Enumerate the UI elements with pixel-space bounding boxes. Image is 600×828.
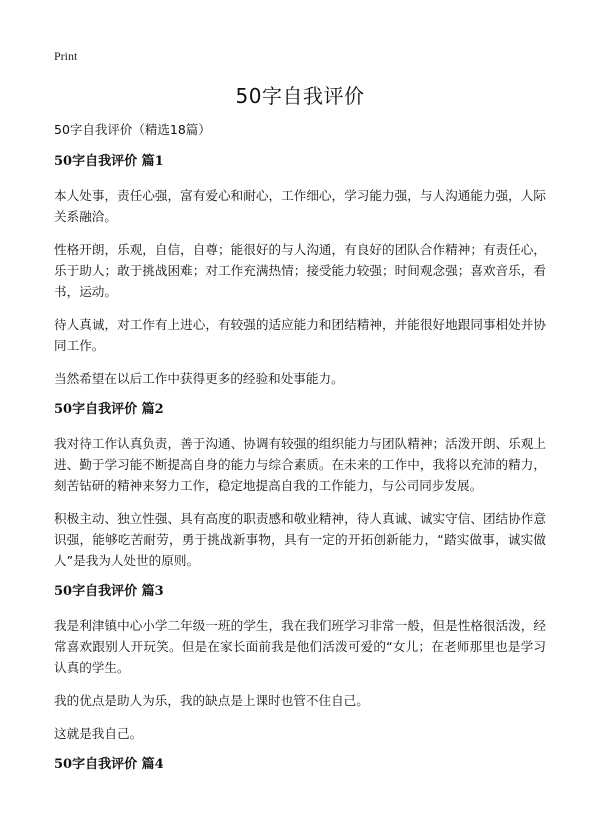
print-link[interactable]: Print — [54, 49, 78, 63]
section-1-paragraph-3: 待人真诚，对工作有上进心，有较强的适应能力和团结精神，并能很好地跟同事相处并协同工作。 — [54, 317, 546, 353]
section-1-paragraph-1: 本人处事，责任心强，富有爱心和耐心，工作细心，学习能力强，与人沟通能力强，人际关系融洽。 — [54, 188, 546, 224]
section-heading-1: 50字自我评价 篇1 — [54, 154, 164, 169]
section-1-paragraph-4: 当然希望在以后工作中获得更多的经验和处事能力。 — [54, 371, 344, 386]
section-heading-2: 50字自我评价 篇2 — [54, 402, 164, 417]
document-body — [54, 121, 546, 788]
section-3-paragraph-2: 我的优点是助人为乐，我的缺点是上课时也管不住自己。 — [54, 693, 369, 708]
section-1-paragraph-2: 性格开朗，乐观，自信，自尊；能很好的与人沟通，有良好的团队合作精神；有责任心，乐于助人；敢于挑战困难；对工作充满热情；接受能力较强；时间观念强；喜欢音乐，看书，运动。 — [54, 242, 546, 299]
section-heading-4: 50字自我评价 篇4 — [54, 757, 164, 772]
section-3-paragraph-1: 我是利津镇中心小学二年级一班的学生，我在我们班学习非常一般，但是性格很活泼，经常喜欢跟别人开玩笑。但是在家长面前我是他们活泼可爱的“女儿；在老师那里也是学习认真的学生。 — [54, 618, 546, 675]
section-2-paragraph-1: 我对待工作认真负责，善于沟通、协调有较强的组织能力与团队精神；活泼开朗、乐观上进、勤于学习能不断提高自身的能力与综合素质。在未来的工作中，我将以充沛的精力，刻苦钻研的精神来努力工作，稳定地提高自我的工作能力，与公司同步发展。 — [54, 436, 546, 493]
page-title: 50字自我评价 — [235, 84, 365, 108]
section-3-paragraph-3: 这就是我自己。 — [54, 726, 143, 741]
document-subtitle: 50字自我评价（精选18篇） — [54, 122, 211, 137]
section-2-paragraph-2: 积极主动、独立性强、具有高度的职责感和敬业精神，待人真诚、诚实守信、团结协作意识强，能够吃苦耐劳，勇于挑战新事物，具有一定的开拓创新能力，“踏实做事，诚实做人”是我为人处世的原则。 — [54, 511, 546, 568]
section-heading-3: 50字自我评价 篇3 — [54, 584, 164, 599]
